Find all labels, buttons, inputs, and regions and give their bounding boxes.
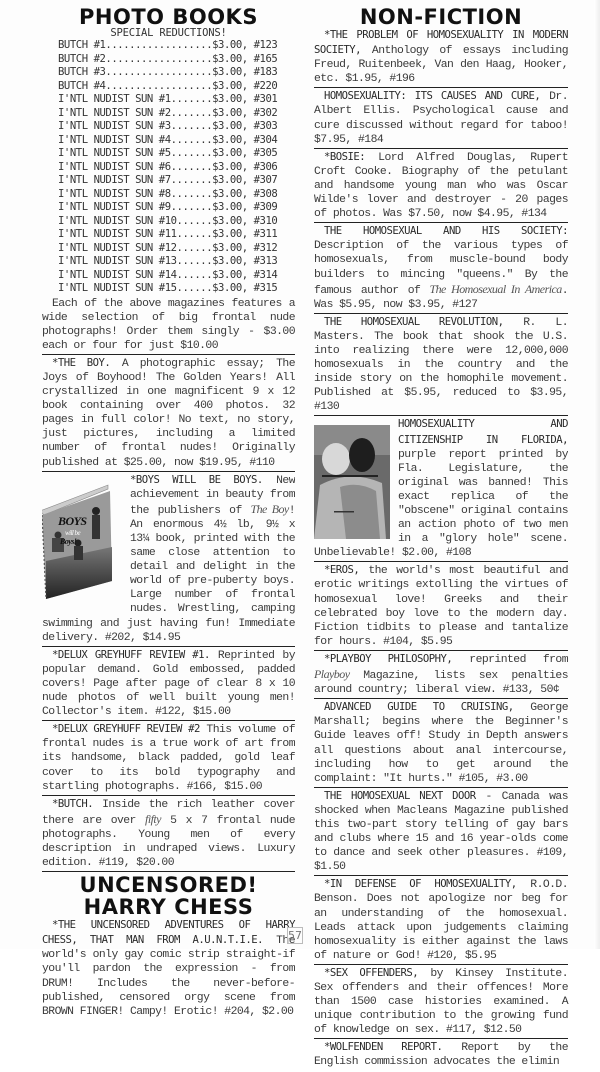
non-fiction-entry (314, 417, 568, 562)
price-list-row: I'NTL NUDIST SUN #8.......$3.00, #308 (58, 187, 278, 200)
entry-title: ADVANCED GUIDE TO CRUISING, (324, 701, 514, 714)
entry-body: New achievement in beauty from the publishers of (130, 474, 295, 517)
entry-title: *BUTCH. (52, 797, 94, 810)
price-list-row: I'NTL NUDIST SUN #11......$3.00, #311 (58, 228, 278, 240)
entry-title: *BOYS WILL BE BOYS. (130, 473, 263, 486)
price-list-row: I'NTL NUDIST SUN #14......$3.00, #314 (58, 268, 278, 281)
photo-books-heading: PHOTO BOOKS (79, 5, 258, 29)
price-list-row: BUTCH #3..................$3.00, #183 (58, 66, 278, 78)
entry-delux-greyhuff-1 (42, 648, 295, 721)
entry-italic-word: fifty (145, 811, 161, 826)
entry-title: THE HOMOSEXUAL AND HIS SOCIETY: (324, 225, 568, 238)
entry-body: Anthology of essays including Freud, Ruitenbeek, Van den Haag, Hooker, etc. $1.95, #196 (314, 45, 568, 86)
entry-body-end: Magazine, lists sex penalties around country; liberal view. #133, 50¢ (314, 670, 568, 697)
non-fiction-entry (314, 224, 568, 314)
harry-chess-heading: HARRY CHESS (83, 895, 254, 920)
price-list-row: I'NTL NUDIST SUN #5.......$3.00, #305 (58, 147, 278, 159)
entry-body: Dr. Albert Ellis. Psychological cause and cure discussed without regard for taboo! $7.95, #184 (314, 91, 568, 146)
svg-text:will be: will be (65, 528, 81, 537)
price-list-row: BUTCH #2..................$3.00, #165 (58, 52, 278, 65)
non-fiction-entry (314, 789, 568, 877)
non-fiction-entries (314, 28, 568, 1071)
entry-title: *THE PROBLEM OF HOMOSEXUALITY IN MODERN SOCIETY, (314, 29, 568, 57)
entry-title: HOMOSEXUALITY: ITS CAUSES AND CURE, (324, 90, 541, 103)
entry-title: *SEX OFFENDERS, (324, 966, 419, 979)
page-number: 57 (288, 929, 302, 942)
price-list-row: BUTCH #1..................$3.00, #123 (58, 39, 278, 51)
svg-text:Boys!: Boys! (60, 536, 77, 546)
price-list-row: I'NTL NUDIST SUN #13......$3.00, #313 (58, 255, 278, 267)
non-fiction-entry (314, 877, 568, 965)
entry-body: the world's most beautiful and erotic writings extolling the virtues of homosexual love! Greeks and their celebrated boy love to the modern day. Fiction tidbits to please and tantalize for hours. #104, $5.95 (314, 565, 568, 648)
entry-body: Report by the English commission advocates the elimin (314, 1042, 568, 1069)
entry-harry-chess (42, 918, 295, 1020)
entry-italic-title: The Homosexual In America (429, 281, 562, 296)
entry-body: reprinted from (452, 653, 568, 666)
entry-title: *DELUX GREYHUFF REVIEW #1. (52, 648, 210, 661)
non-fiction-entry (314, 652, 568, 699)
photo-books-note (42, 297, 295, 355)
entry-title: *PLAYBOY PHILOSOPHY, (324, 652, 453, 665)
magazine-price-list (42, 39, 295, 296)
boys-will-be-boys-cover-image (42, 481, 122, 604)
entry-title: THE HOMOSEXUAL NEXT DOOR (324, 789, 476, 802)
entry-body: Lord Alfred Douglas, Rupert Croft Cooke. Biography of the petulant and handsome young man who was Oscar Wilde's lover and destroyer - 20 pages of photos. Was $7.50, now $4.95, #134 (314, 151, 568, 221)
entry-body: Inside the rich leather cover there are over (42, 798, 295, 827)
entry-italic-title: The Boy (250, 501, 289, 516)
non-fiction-entry (314, 150, 568, 223)
entry-title: *EROS, (324, 564, 360, 577)
left-column (42, 6, 295, 1021)
entry-title: *IN DEFENSE OF HOMOSEXUALITY, (324, 878, 517, 891)
price-list-row: I'NTL NUDIST SUN #9.......$3.00, #309 (58, 201, 278, 213)
non-fiction-heading: NON-FICTION (359, 5, 523, 29)
price-list-row: I'NTL NUDIST SUN #7.......$3.00, #307 (58, 174, 278, 186)
entry-body-end: 5 x 7 frontal nude photographs. Young men of every description in undraped views. Luxury edition. #119, $20.00 (42, 814, 295, 870)
entry-title: *WOLFENDEN REPORT. (324, 1041, 443, 1054)
harry-chess-section (42, 874, 295, 1020)
page-edge-shadow (594, 0, 600, 949)
special-reductions-subheading: SPECIAL REDUCTIONS! (110, 27, 227, 39)
entry-body-end: ! An enormous 4½ lb, 9½ x 13¼ book, printed with the same close attention to detail and delight in the world of pre-puberty boys. Large number of frontal nudes. Wrestling, camping swimming and just having fun! Immediate delivery. #202, $14.95 (42, 504, 295, 644)
entry-title: *THE UNCENSORED ADVENTURES OF HARRY CHESS, THAT MAN FROM A.U.N.T.I.E. (42, 919, 295, 947)
non-fiction-entry (314, 315, 568, 417)
entry-body: R. L. Masters. The book that shook the U.S. into realizing there were 12,000,000 homosexuals in the country and the inside story on the homophile movement. Published at $5.95, reduced to $3.95, #130 (314, 316, 569, 414)
entry-title: *BOSIE: (324, 150, 366, 163)
entry-boys-will-be-boys (42, 473, 295, 647)
non-fiction-entry (314, 1040, 568, 1070)
entry-body: R.O.D. Benson. Does not apologize nor beg for an understanding of the homosexual. Leads attack upon judgements claiming homosexuality is either against the laws of nature or God! #120, $5.95 (314, 879, 569, 962)
price-list-row: BUTCH #4..................$3.00, #220 (58, 79, 278, 92)
entry-title: *THE BOY. (52, 356, 111, 369)
price-list-row: I'NTL NUDIST SUN #2.......$3.00, #302 (58, 106, 278, 119)
price-list-row: I'NTL NUDIST SUN #6.......$3.00, #306 (58, 160, 278, 173)
price-list-row: I'NTL NUDIST SUN #12......$3.00, #312 (58, 241, 278, 254)
entry-body: This volume of frontal nudes is a true work of art from its handsome, black padded, gold leaf cover to its bold typography and startling photographs. #166, $15.00 (42, 724, 295, 793)
florida-report-cover-photo (314, 425, 390, 544)
entry-body: George Marshall; begins where the Beginner's Guide leaves off! Study in Depth answers all questions about anal intercourse, including how to get around the complaint: "It hurts." #105, #3.00 (314, 702, 568, 785)
entry-title: HOMOSEXUALITY AND CITIZENSHIP IN FLORIDA, (398, 418, 568, 446)
entry-title: *DELUX GREYHUFF REVIEW #2 (52, 723, 200, 736)
entry-body: Description of the various types of homosexuals, from muscle-bound body builders to mincing "queens." By the famous author of (314, 240, 568, 297)
photo-books-note-text: Each of the above magazines features a wide selection of big frontal nude photographs! Order them singly - $3.00 each or four for just $10.00 (42, 297, 295, 352)
uncensored-heading: UNCENSORED! (79, 873, 258, 898)
right-column (314, 6, 568, 1072)
price-list-row: I'NTL NUDIST SUN #4.......$3.00, #304 (58, 133, 278, 146)
entry-italic-title: Playboy (314, 667, 350, 682)
non-fiction-entry (314, 700, 568, 788)
entry-butch (42, 797, 295, 872)
entry-body: - Canada was shocked when Macleans Magazine published this two-part story telling of gay bars and clubs where 15 and 16 year-olds come to dance and seek other pleasures. #109, $1.50 (314, 790, 569, 874)
entry-body: A photographic essay; The Joys of Boyhood! The Golden Years! All crystallized in one magnificent 9 x 12 book containing over 400 photos. 32 pages in full color! No text, no story, just pictures, including a limited number of frontal nudes! Originally published at $25.00, now $19.95, #110 (42, 357, 295, 469)
price-list-row: I'NTL NUDIST SUN #1.......$3.00, #301 (58, 93, 278, 105)
entry-body-end: . Was $5.95, now $3.95, #127 (314, 284, 569, 311)
cover-lettering-boys: BOYS (58, 513, 87, 528)
price-list-row: I'NTL NUDIST SUN #15......$3.00, #315 (58, 282, 278, 294)
entry-body: The world's only gay comic strip straight-if you'll pardon the expression - from DRUM! Includes the never-before-published, censored orgy scene from BROWN FINGER! Campy! Erotic! #204, $2.00 (42, 935, 295, 1018)
non-fiction-entry (314, 563, 568, 651)
non-fiction-entry (314, 89, 568, 148)
entry-delux-greyhuff-2 (42, 722, 295, 795)
non-fiction-entry (314, 966, 568, 1039)
entry-title: THE HOMOSEXUAL REVOLUTION, (324, 315, 504, 328)
price-list-row: I'NTL NUDIST SUN #3.......$3.00, #303 (58, 120, 278, 132)
entry-the-boy (42, 356, 295, 472)
entry-body: purple report printed by Fla. Legislature, the original was banned! This exact replica of the "obscene" original contains an action photo of two men in a "glory hole" scene. Unbelievable! $2.00, #108 (314, 448, 568, 560)
price-list-row: I'NTL NUDIST SUN #10......$3.00, #310 (58, 214, 278, 227)
non-fiction-entry (314, 28, 568, 88)
entry-body: by Kinsey Institute. Sex offenders and their offences! More than 1500 case histories examined. A unique contribution to the growing fund of knowledge on sex. #117, $12.50 (314, 967, 569, 1037)
entry-body: Reprinted by popular demand. Gold embossed, padded covers! Page after page of clear 8 x 10 nude photos of well built young men! Collector's item. #122, $15.00 (42, 649, 295, 719)
